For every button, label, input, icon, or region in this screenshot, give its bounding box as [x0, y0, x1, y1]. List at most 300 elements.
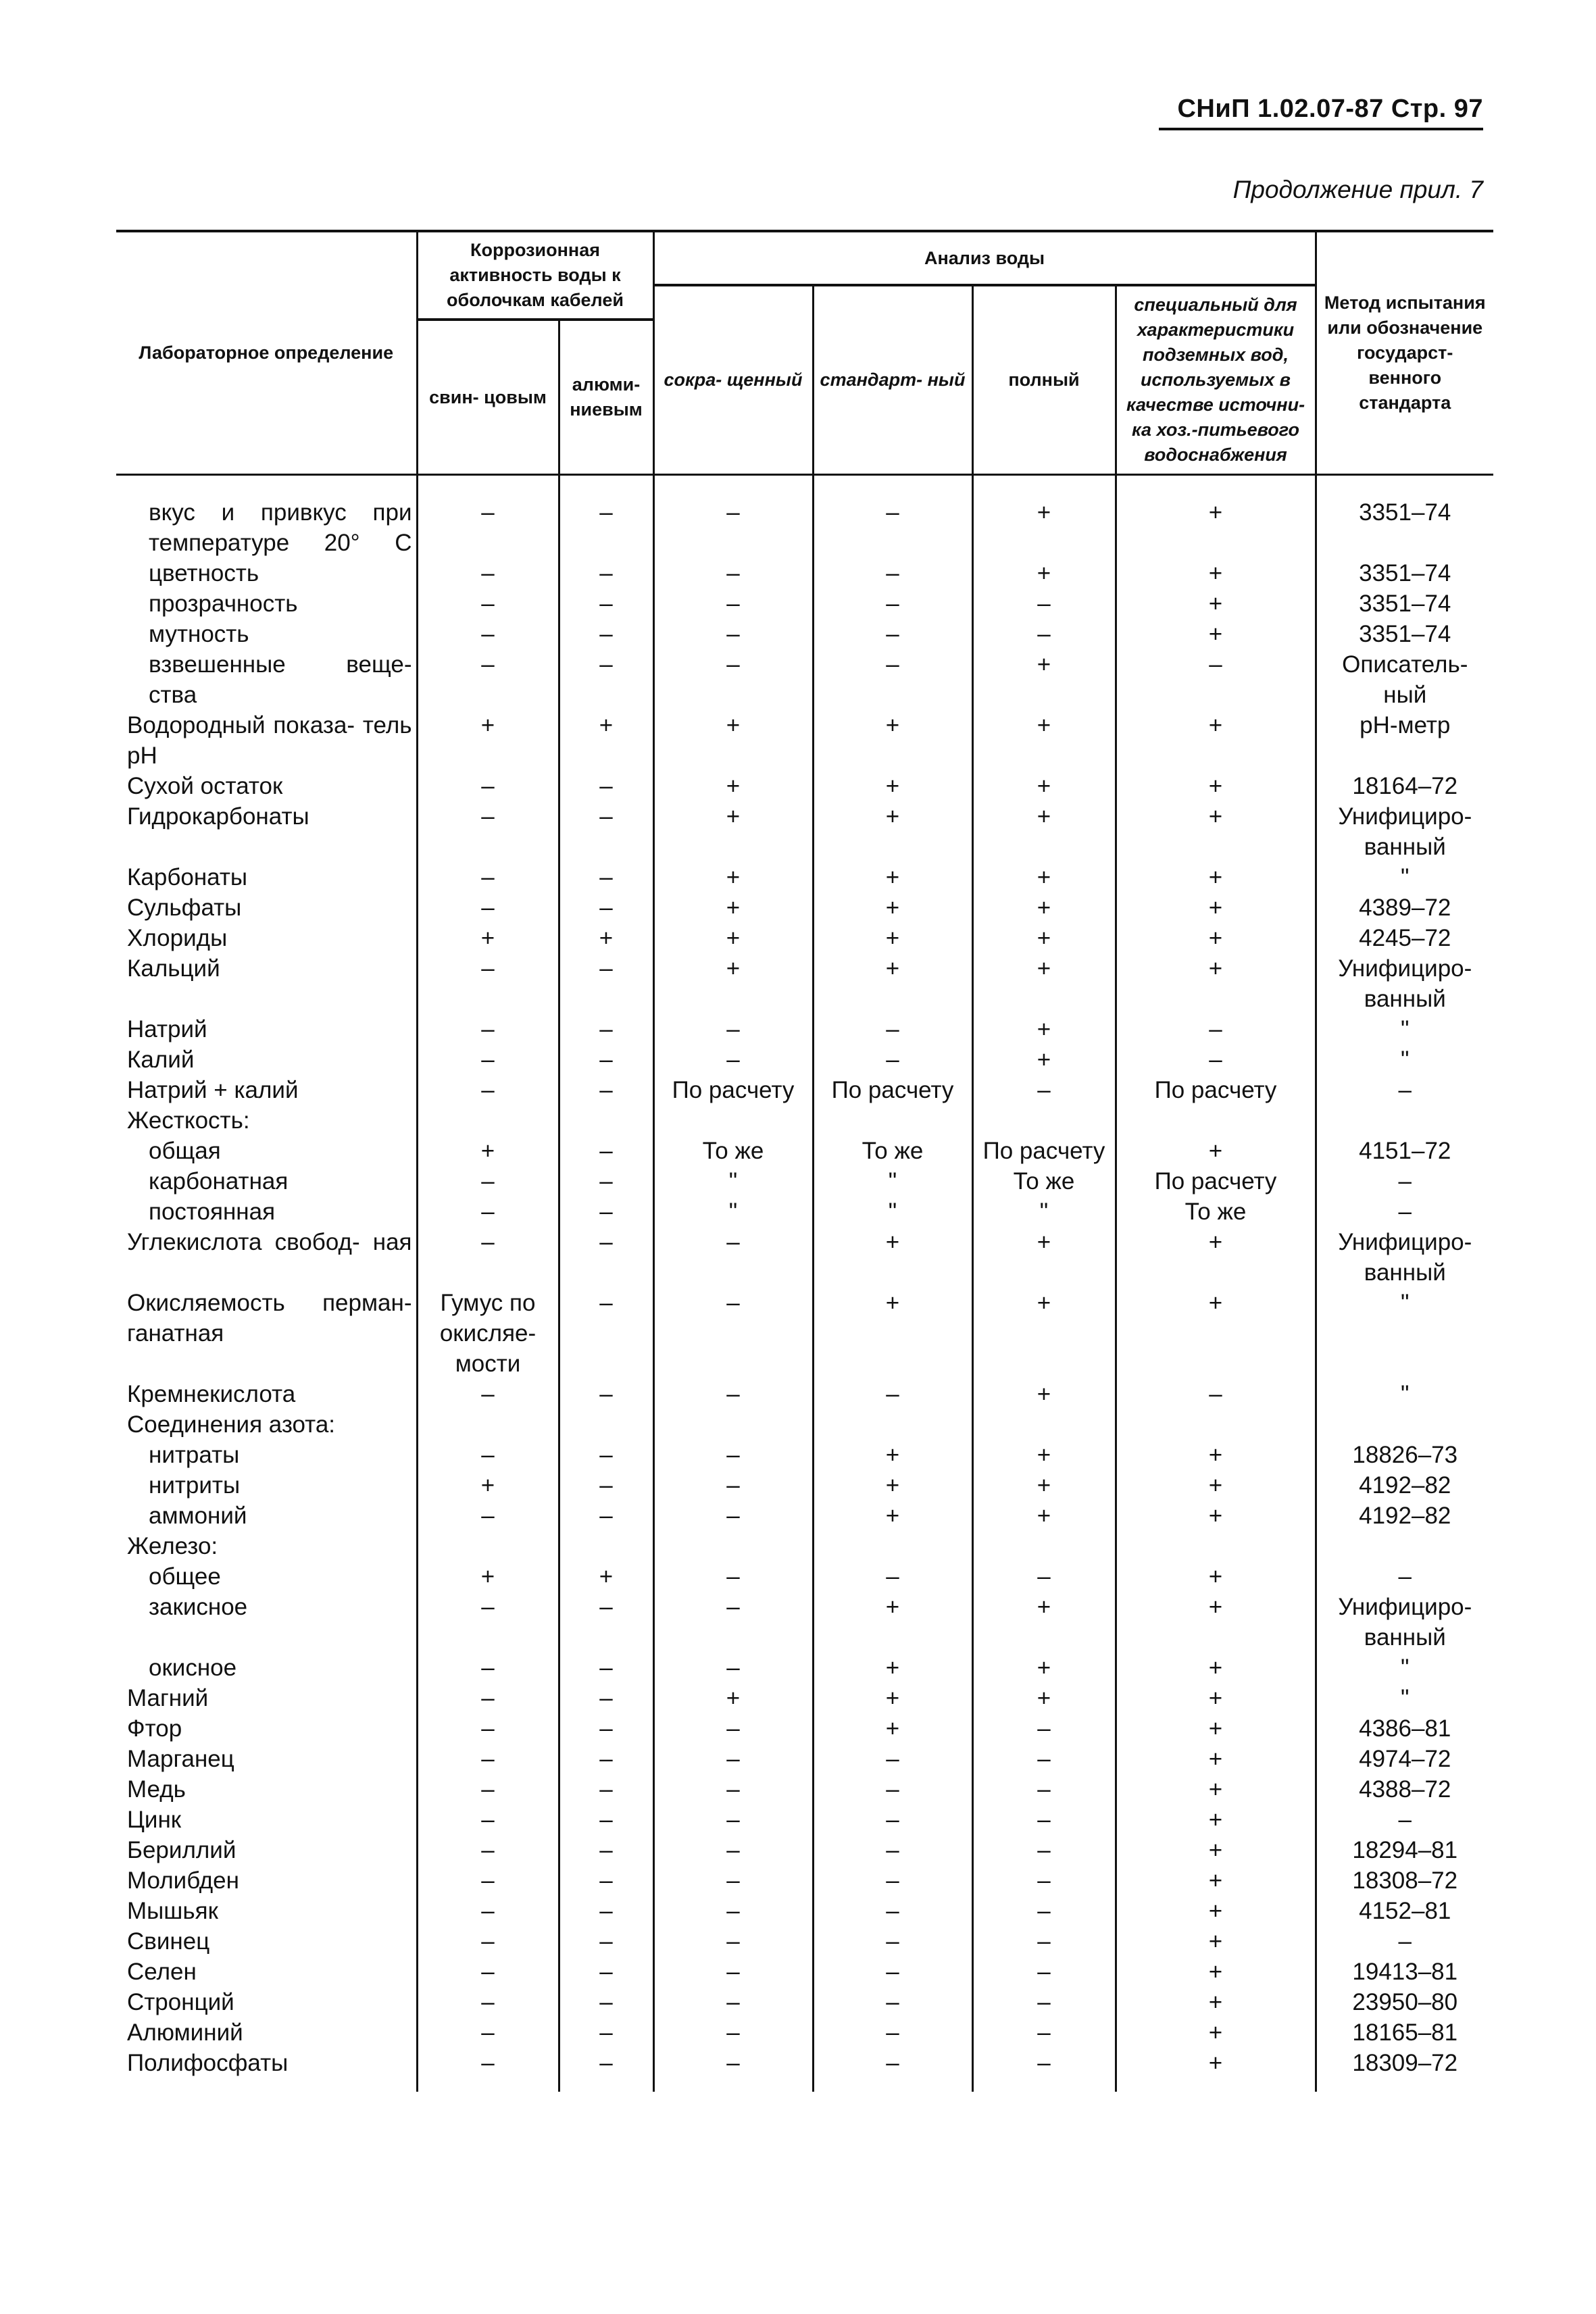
cell-full: +	[972, 1470, 1116, 1501]
cell-standard: –	[813, 1805, 972, 1835]
cell-short: –	[653, 1045, 813, 1075]
cell-method: 4152–81	[1316, 1896, 1493, 1926]
row-label: нитриты	[149, 1472, 241, 1499]
cell-method: 18165–81	[1316, 2017, 1493, 2048]
cell-full	[972, 1531, 1116, 1561]
cell-special: +	[1116, 801, 1316, 862]
table-header	[116, 231, 1493, 475]
cell-standard: "	[813, 1197, 972, 1227]
cell-lead: –	[417, 1166, 559, 1197]
table-row	[116, 771, 1493, 801]
cell-method: рН-метр	[1316, 710, 1493, 771]
cell-special: +	[1116, 1835, 1316, 1865]
cell-special	[1116, 1409, 1316, 1440]
cell-lead: –	[417, 1896, 559, 1926]
cell-method: 4386–81	[1316, 1713, 1493, 1744]
cell-special: +	[1116, 892, 1316, 923]
header-full-analysis: полный	[972, 285, 1116, 475]
table-row	[116, 1440, 1493, 1470]
cell-lead: +	[417, 923, 559, 953]
cell-standard: –	[813, 1987, 972, 2017]
cell-full: +	[972, 1288, 1116, 1379]
cell-special: +	[1116, 1744, 1316, 1774]
cell-full: –	[972, 2048, 1116, 2092]
cell-aluminum: +	[559, 923, 653, 953]
cell-aluminum: –	[559, 801, 653, 862]
cell-short	[653, 1409, 813, 1440]
table-row	[116, 1805, 1493, 1835]
cell-lead	[417, 1531, 559, 1561]
row-label: Водородный показа- тель рН	[127, 712, 412, 769]
row-label: Жесткость:	[127, 1107, 250, 1134]
table-row	[116, 1379, 1493, 1409]
row-label: постоянная	[149, 1199, 276, 1225]
cell-short: –	[653, 1713, 813, 1744]
cell-short: То же	[653, 1136, 813, 1166]
cell-special: –	[1116, 649, 1316, 710]
header-short-analysis: сокра- щенный	[653, 285, 813, 475]
cell-full: +	[972, 1014, 1116, 1045]
table-row	[116, 801, 1493, 862]
cell-full: –	[972, 2017, 1116, 2048]
cell-aluminum: –	[559, 1045, 653, 1075]
cell-special: –	[1116, 1014, 1316, 1045]
cell-standard: +	[813, 1227, 972, 1288]
cell-lead: –	[417, 1926, 559, 1957]
row-label: Натрий	[127, 1016, 207, 1042]
row-label: Полифосфаты	[127, 2050, 289, 2076]
cell-short: –	[653, 1501, 813, 1531]
cell-full: +	[972, 1501, 1116, 1531]
cell-lead	[417, 1105, 559, 1136]
cell-standard: –	[813, 1957, 972, 1987]
cell-lead: –	[417, 1379, 559, 1409]
table-row	[116, 1561, 1493, 1592]
cell-aluminum: +	[559, 1561, 653, 1592]
cell-special: +	[1116, 1896, 1316, 1926]
table-row	[116, 1105, 1493, 1136]
cell-short: +	[653, 1683, 813, 1713]
cell-special: +	[1116, 1957, 1316, 1987]
page-header-code: СНиП 1.02.07-87 Стр. 97	[1159, 95, 1483, 130]
cell-full: +	[972, 1653, 1116, 1683]
cell-aluminum: –	[559, 1957, 653, 1987]
cell-method: 18308–72	[1316, 1865, 1493, 1896]
cell-special: +	[1116, 1561, 1316, 1592]
cell-short: –	[653, 1805, 813, 1835]
row-label: Калий	[127, 1047, 195, 1073]
cell-special	[1116, 1531, 1316, 1561]
cell-lead: –	[417, 1987, 559, 2017]
cell-special: +	[1116, 1713, 1316, 1744]
cell-method: 3351–74	[1316, 558, 1493, 588]
cell-full: –	[972, 1075, 1116, 1105]
table-row	[116, 1926, 1493, 1957]
cell-lead: –	[417, 1045, 559, 1075]
table-row	[116, 862, 1493, 892]
cell-lead: –	[417, 1014, 559, 1045]
table-row	[116, 1957, 1493, 1987]
cell-aluminum: –	[559, 558, 653, 588]
table-row	[116, 558, 1493, 588]
cell-lead: –	[417, 1501, 559, 1531]
cell-full: –	[972, 1896, 1116, 1926]
cell-standard: –	[813, 1835, 972, 1865]
cell-short: –	[653, 619, 813, 649]
row-label: Магний	[127, 1685, 209, 1711]
cell-full	[972, 1409, 1116, 1440]
cell-standard: +	[813, 1501, 972, 1531]
row-label: окисное	[149, 1655, 237, 1681]
cell-full	[972, 1105, 1116, 1136]
cell-short: +	[653, 923, 813, 953]
table-row	[116, 1683, 1493, 1713]
cell-method: –	[1316, 1075, 1493, 1105]
cell-special: +	[1116, 1653, 1316, 1683]
cell-special: +	[1116, 558, 1316, 588]
cell-aluminum: –	[559, 771, 653, 801]
cell-aluminum: –	[559, 1227, 653, 1288]
cell-short: –	[653, 2017, 813, 2048]
cell-short: –	[653, 1865, 813, 1896]
cell-short: –	[653, 1470, 813, 1501]
cell-standard	[813, 1409, 972, 1440]
cell-full: +	[972, 1683, 1116, 1713]
table-row	[116, 923, 1493, 953]
cell-full: –	[972, 1926, 1116, 1957]
cell-method: "	[1316, 1014, 1493, 1045]
cell-standard: +	[813, 801, 972, 862]
cell-full: +	[972, 649, 1116, 710]
cell-special: +	[1116, 619, 1316, 649]
cell-lead: +	[417, 1561, 559, 1592]
header-lead-sheath: свин- цовым	[417, 320, 559, 475]
cell-short: –	[653, 1774, 813, 1805]
cell-full: +	[972, 1440, 1116, 1470]
cell-short: –	[653, 1896, 813, 1926]
cell-aluminum: –	[559, 1805, 653, 1835]
cell-standard: +	[813, 1592, 972, 1653]
cell-special: +	[1116, 1683, 1316, 1713]
row-label: Фтор	[127, 1715, 182, 1742]
cell-method	[1316, 1105, 1493, 1136]
cell-aluminum: –	[559, 953, 653, 1014]
cell-full: +	[972, 892, 1116, 923]
cell-short: –	[653, 588, 813, 619]
table-row	[116, 1744, 1493, 1774]
cell-short: –	[653, 1014, 813, 1045]
cell-full: –	[972, 1744, 1116, 1774]
cell-standard: –	[813, 1379, 972, 1409]
cell-aluminum: –	[559, 1501, 653, 1531]
row-label: Гидрокарбонаты	[127, 803, 309, 830]
cell-lead: –	[417, 588, 559, 619]
header-aluminum-sheath: алюми- ниевым	[559, 320, 653, 475]
cell-lead: –	[417, 1227, 559, 1288]
cell-full: +	[972, 1045, 1116, 1075]
cell-short: –	[653, 1288, 813, 1379]
cell-standard: –	[813, 558, 972, 588]
cell-special: +	[1116, 710, 1316, 771]
cell-special: +	[1116, 1440, 1316, 1470]
cell-aluminum: –	[559, 1683, 653, 1713]
cell-short: –	[653, 1592, 813, 1653]
cell-lead: –	[417, 953, 559, 1014]
cell-lead: –	[417, 1075, 559, 1105]
row-label: Кремнекислота	[127, 1381, 296, 1407]
table-row	[116, 649, 1493, 710]
cell-full: +	[972, 953, 1116, 1014]
cell-aluminum: –	[559, 1713, 653, 1744]
header-lab-determination: Лабораторное определение	[116, 231, 417, 475]
cell-method: 4192–82	[1316, 1470, 1493, 1501]
row-label: Железо:	[127, 1533, 218, 1559]
cell-full: +	[972, 558, 1116, 588]
table-row	[116, 892, 1493, 923]
cell-method: 19413–81	[1316, 1957, 1493, 1987]
row-label: Хлориды	[127, 925, 228, 951]
table-row	[116, 588, 1493, 619]
cell-special: +	[1116, 1470, 1316, 1501]
cell-full: –	[972, 1987, 1116, 2017]
cell-special: +	[1116, 1865, 1316, 1896]
table-row	[116, 1896, 1493, 1926]
cell-aluminum: –	[559, 1592, 653, 1653]
cell-full: +	[972, 475, 1116, 559]
cell-method: 18294–81	[1316, 1835, 1493, 1865]
cell-short: –	[653, 1835, 813, 1865]
cell-method: Унифициро- ванный	[1316, 801, 1493, 862]
cell-standard: +	[813, 1288, 972, 1379]
cell-lead: –	[417, 1805, 559, 1835]
row-label: общая	[149, 1138, 221, 1164]
header-water-analysis-group: Анализ воды	[653, 231, 1316, 285]
table-row	[116, 1470, 1493, 1501]
cell-aluminum: –	[559, 1075, 653, 1105]
cell-special: +	[1116, 953, 1316, 1014]
cell-aluminum: –	[559, 1653, 653, 1683]
cell-lead: –	[417, 1713, 559, 1744]
cell-method: "	[1316, 1653, 1493, 1683]
cell-method: –	[1316, 1805, 1493, 1835]
row-label: Кальций	[127, 955, 220, 982]
cell-lead: +	[417, 710, 559, 771]
cell-lead: –	[417, 649, 559, 710]
header-special-analysis: специальный для характеристики подземных вод, используемых в качестве источни- ка хоз.-питьевого водоснабжения	[1116, 285, 1316, 475]
cell-aluminum: –	[559, 475, 653, 559]
cell-special: +	[1116, 1227, 1316, 1288]
header-corrosion-group: Коррозионная активность воды к оболочкам кабелей	[417, 231, 653, 320]
table-row	[116, 1501, 1493, 1531]
cell-special	[1116, 1105, 1316, 1136]
cell-aluminum: –	[559, 2048, 653, 2092]
cell-standard: –	[813, 475, 972, 559]
cell-special: +	[1116, 1501, 1316, 1531]
cell-short: –	[653, 475, 813, 559]
cell-lead: –	[417, 1744, 559, 1774]
row-label: общее	[149, 1563, 221, 1590]
table-row	[116, 1409, 1493, 1440]
cell-full: +	[972, 1227, 1116, 1288]
cell-standard: +	[813, 953, 972, 1014]
cell-lead: –	[417, 1774, 559, 1805]
cell-lead: –	[417, 1197, 559, 1227]
cell-short: –	[653, 1440, 813, 1470]
cell-short: –	[653, 1987, 813, 2017]
cell-lead: Гумус по окисляе- мости	[417, 1288, 559, 1379]
cell-method: 4388–72	[1316, 1774, 1493, 1805]
row-label: Натрий + калий	[127, 1077, 299, 1103]
header-standard-analysis: стандарт- ный	[813, 285, 972, 475]
cell-short: +	[653, 801, 813, 862]
cell-lead: –	[417, 1653, 559, 1683]
lab-tests-table	[116, 230, 1493, 2092]
row-label: Марганец	[127, 1746, 234, 1772]
cell-aluminum	[559, 1105, 653, 1136]
cell-method: "	[1316, 1379, 1493, 1409]
cell-standard: –	[813, 619, 972, 649]
cell-standard	[813, 1531, 972, 1561]
cell-short: +	[653, 771, 813, 801]
cell-special: –	[1116, 1379, 1316, 1409]
cell-method	[1316, 1409, 1493, 1440]
cell-full: +	[972, 710, 1116, 771]
cell-full: +	[972, 1592, 1116, 1653]
cell-aluminum: –	[559, 1987, 653, 2017]
cell-method: 18309–72	[1316, 2048, 1493, 2092]
cell-standard: –	[813, 1926, 972, 1957]
table-row	[116, 619, 1493, 649]
cell-special: +	[1116, 1774, 1316, 1805]
cell-short: –	[653, 1957, 813, 1987]
cell-special: +	[1116, 1136, 1316, 1166]
cell-lead: –	[417, 2048, 559, 2092]
cell-aluminum: –	[559, 1470, 653, 1501]
cell-aluminum: –	[559, 1835, 653, 1865]
cell-aluminum: –	[559, 892, 653, 923]
table-row	[116, 1592, 1493, 1653]
row-label: Стронций	[127, 1989, 234, 2015]
cell-short: "	[653, 1197, 813, 1227]
cell-standard: –	[813, 1865, 972, 1896]
table-row	[116, 1166, 1493, 1197]
cell-short	[653, 1531, 813, 1561]
row-label: мутность	[149, 621, 249, 647]
row-label: нитраты	[149, 1442, 240, 1468]
cell-aluminum: –	[559, 862, 653, 892]
cell-aluminum: –	[559, 1288, 653, 1379]
cell-full: +	[972, 923, 1116, 953]
cell-full: +	[972, 801, 1116, 862]
cell-aluminum: –	[559, 1896, 653, 1926]
row-label: Свинец	[127, 1928, 210, 1955]
cell-method: –	[1316, 1926, 1493, 1957]
table-body	[116, 475, 1493, 2092]
table-row	[116, 1197, 1493, 1227]
cell-standard: –	[813, 2017, 972, 2048]
cell-aluminum	[559, 1531, 653, 1561]
cell-standard: –	[813, 1774, 972, 1805]
cell-lead: –	[417, 1592, 559, 1653]
row-label: закисное	[149, 1594, 248, 1620]
cell-full: –	[972, 1774, 1116, 1805]
row-label: Сульфаты	[127, 895, 242, 921]
cell-lead: +	[417, 1136, 559, 1166]
cell-method: –	[1316, 1166, 1493, 1197]
cell-special: +	[1116, 2017, 1316, 2048]
cell-method: 4245–72	[1316, 923, 1493, 953]
cell-special: По расчету	[1116, 1166, 1316, 1197]
cell-short: –	[653, 1744, 813, 1774]
cell-standard: –	[813, 1045, 972, 1075]
cell-full: –	[972, 1713, 1116, 1744]
cell-aluminum: –	[559, 1744, 653, 1774]
cell-short	[653, 1105, 813, 1136]
table-row	[116, 1014, 1493, 1045]
cell-full: –	[972, 1865, 1116, 1896]
header-method: Метод испытания или обозначение государст- венного стандарта	[1316, 231, 1493, 475]
cell-standard: +	[813, 1653, 972, 1683]
table-row	[116, 1653, 1493, 1683]
table-continuation-subtitle: Продолжение прил. 7	[1232, 176, 1483, 203]
cell-method: 4974–72	[1316, 1744, 1493, 1774]
cell-full: –	[972, 1957, 1116, 1987]
cell-method: "	[1316, 1683, 1493, 1713]
cell-aluminum: –	[559, 2017, 653, 2048]
cell-short: +	[653, 710, 813, 771]
row-label: Соединения азота:	[127, 1411, 336, 1438]
cell-method: –	[1316, 1197, 1493, 1227]
cell-aluminum: –	[559, 1136, 653, 1166]
cell-special: +	[1116, 475, 1316, 559]
cell-lead: –	[417, 801, 559, 862]
cell-short: "	[653, 1166, 813, 1197]
cell-aluminum: –	[559, 1926, 653, 1957]
cell-standard: +	[813, 1713, 972, 1744]
cell-method: 23950–80	[1316, 1987, 1493, 2017]
cell-method: 18164–72	[1316, 771, 1493, 801]
table-row	[116, 1835, 1493, 1865]
cell-lead: –	[417, 558, 559, 588]
cell-special: +	[1116, 1288, 1316, 1379]
cell-standard: –	[813, 1896, 972, 1926]
cell-method: 3351–74	[1316, 588, 1493, 619]
cell-lead	[417, 1409, 559, 1440]
cell-full: –	[972, 619, 1116, 649]
table-row	[116, 1136, 1493, 1166]
table-row	[116, 1531, 1493, 1561]
table-row	[116, 953, 1493, 1014]
cell-method: "	[1316, 862, 1493, 892]
row-label: Окисляемость перман- ганатная	[127, 1290, 412, 1347]
cell-standard: +	[813, 1683, 972, 1713]
cell-special: +	[1116, 923, 1316, 953]
cell-lead: –	[417, 1957, 559, 1987]
cell-special: –	[1116, 1045, 1316, 1075]
cell-full: +	[972, 771, 1116, 801]
table-row	[116, 1987, 1493, 2017]
table-row	[116, 1227, 1493, 1288]
cell-method: "	[1316, 1288, 1493, 1379]
table-row	[116, 1713, 1493, 1744]
cell-standard: –	[813, 1744, 972, 1774]
cell-method: 4151–72	[1316, 1136, 1493, 1166]
cell-special: +	[1116, 1592, 1316, 1653]
cell-method: Описатель- ный	[1316, 649, 1493, 710]
cell-full: –	[972, 1561, 1116, 1592]
cell-short: +	[653, 953, 813, 1014]
table-row	[116, 2017, 1493, 2048]
